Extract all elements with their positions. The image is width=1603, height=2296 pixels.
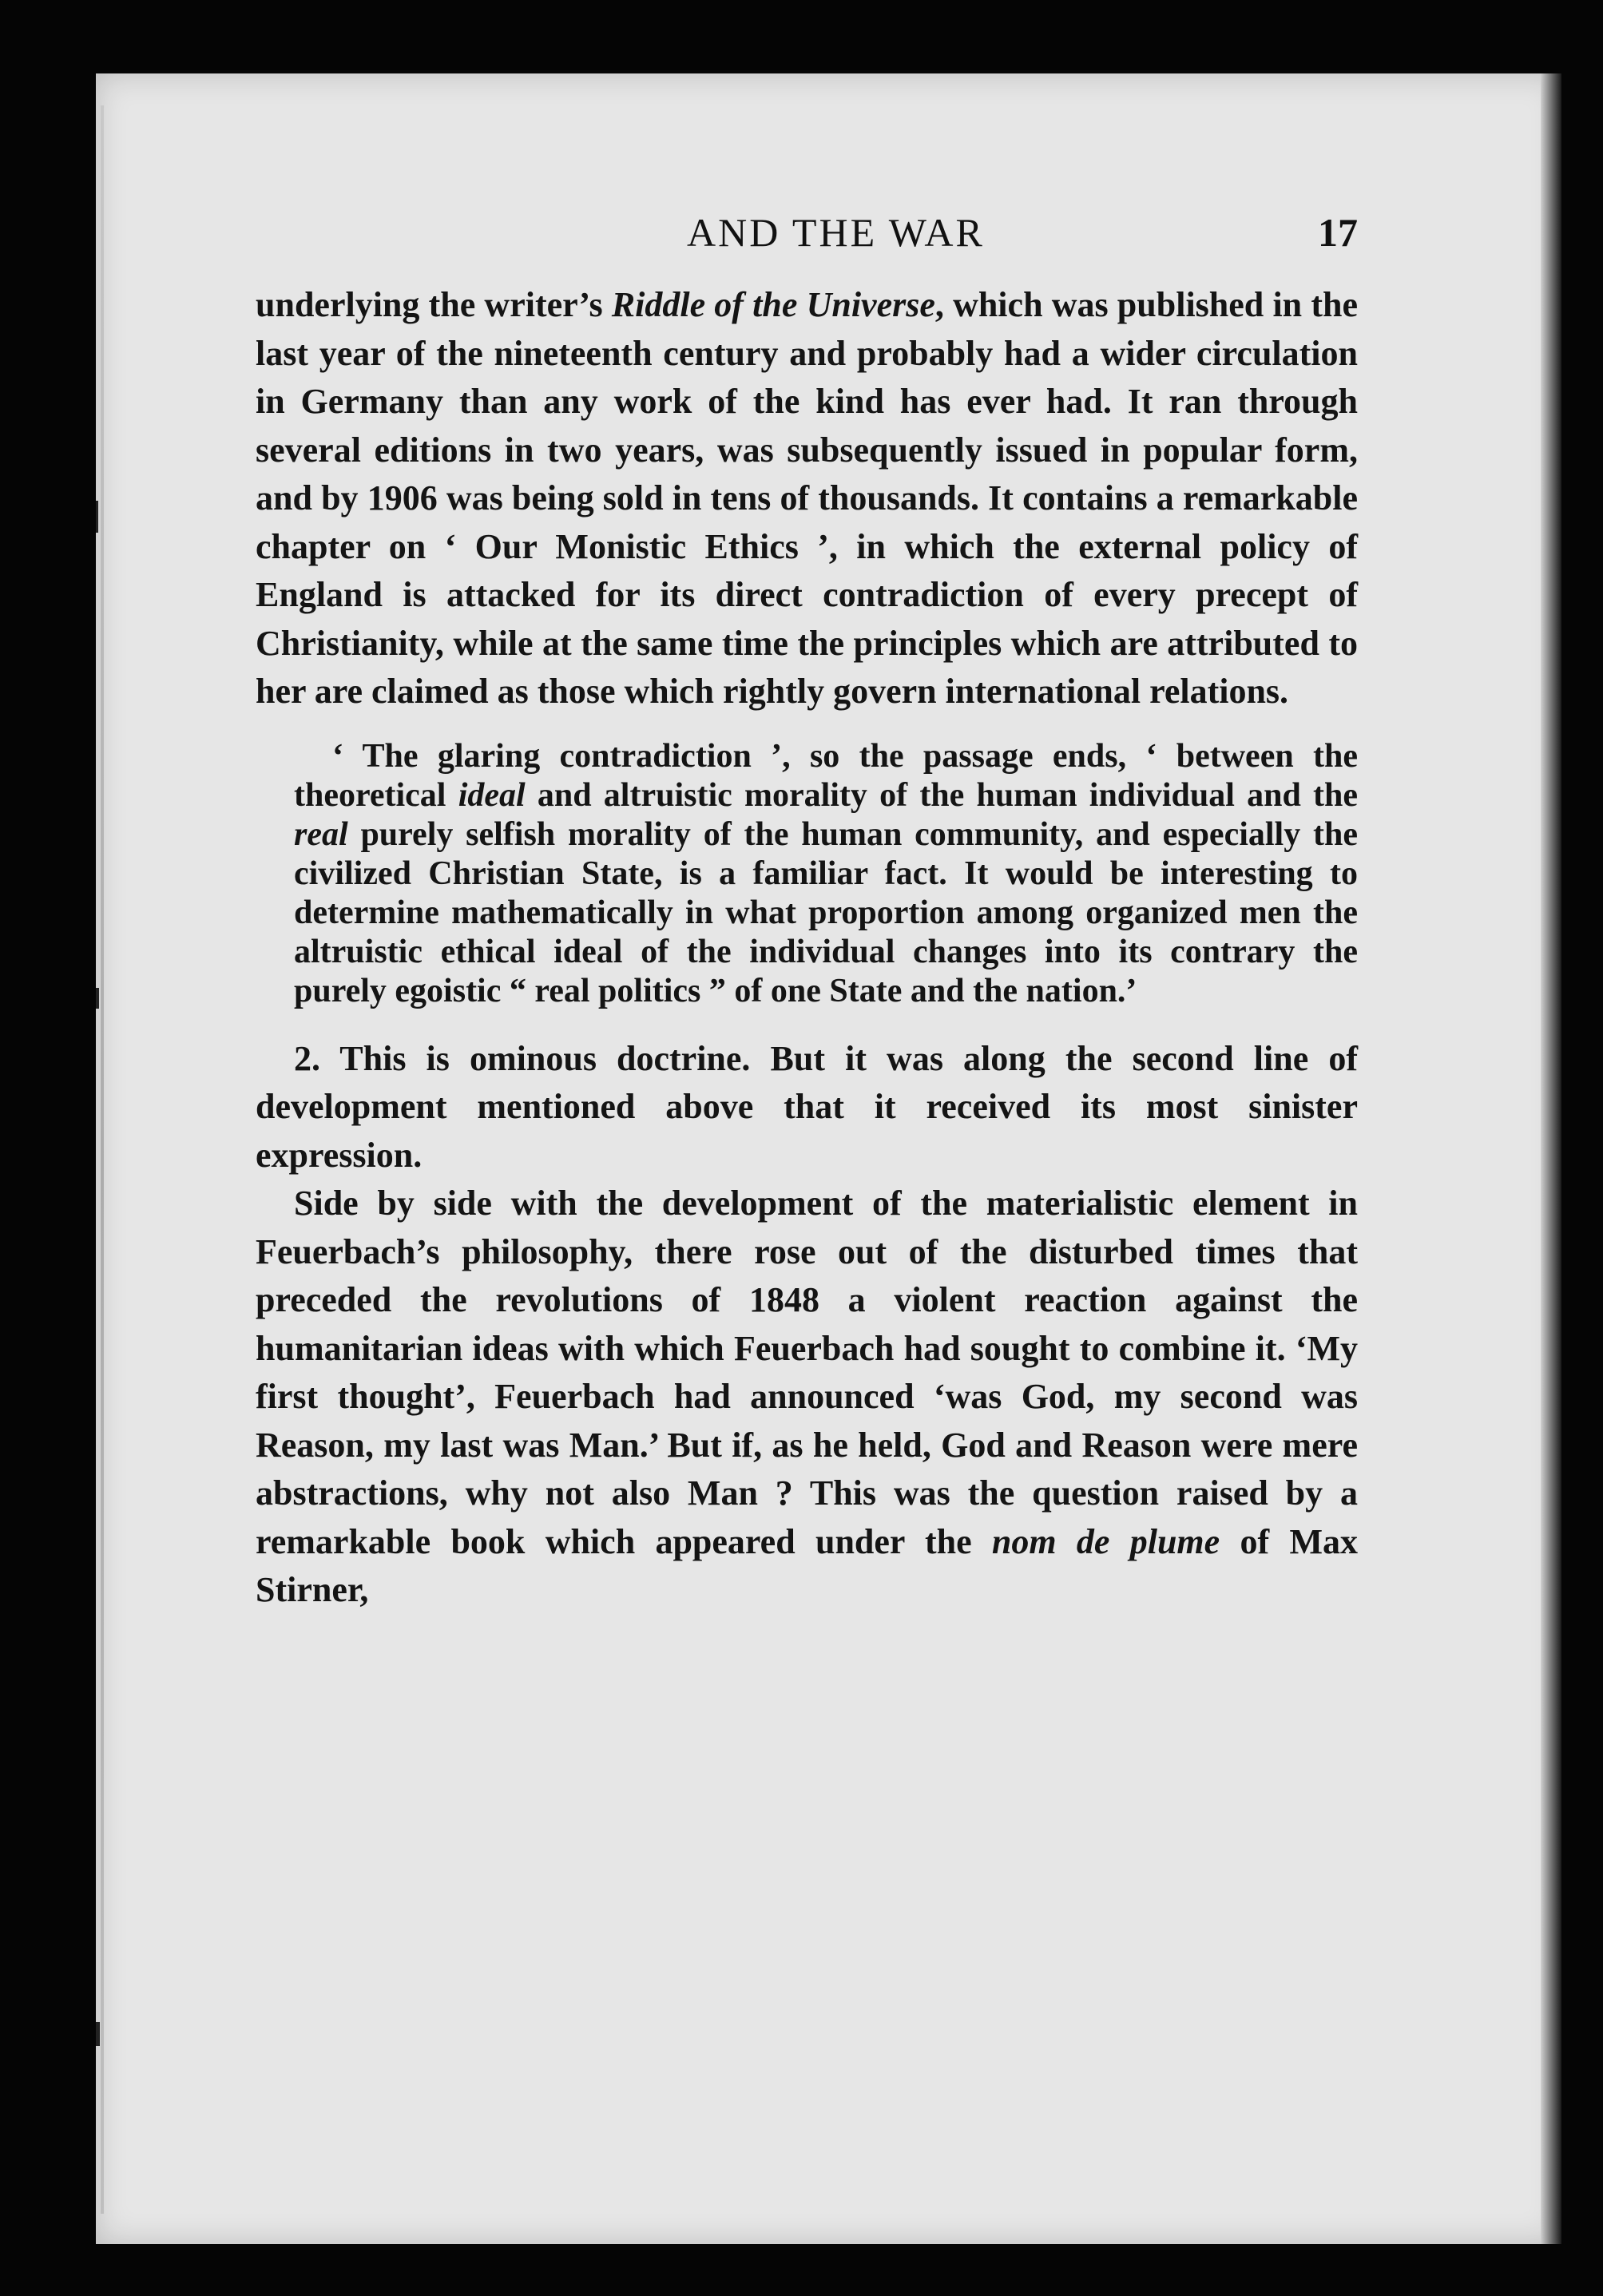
running-head	[256, 209, 1358, 265]
italic-text: real	[294, 815, 348, 853]
text-run: ‘ The glaring contradiction ’, so the passage ends, ‘ between the theoretical	[294, 737, 1358, 814]
italic-text: nom de plume	[991, 1521, 1220, 1561]
page-left-edge	[101, 105, 104, 2214]
paragraph-3	[256, 1180, 1358, 1615]
text-run: of Max Stirner,	[256, 1521, 1358, 1609]
paragraph-1	[256, 281, 1358, 716]
text-run: 2. This is ominous doctrine. But it was along the second line of development mentioned above that it received its most sinister expression.	[256, 1038, 1358, 1175]
margin-mark	[96, 501, 98, 533]
text-run: underlying the writer’s	[256, 285, 612, 324]
margin-mark	[96, 988, 99, 1009]
margin-mark	[96, 2022, 100, 2046]
running-head-title: AND THE WAR	[687, 210, 985, 255]
italic-text: ideal	[458, 776, 526, 814]
text-run: purely selfish morality of the human community, and especially the civilized Christian State, is a familiar fact. It would be interesting to determine mathematically in what proportion among organized men the altruistic ethical ideal of the individual changes into its contrary the purely egoistic “ real politics ” of one State and the nation.’	[294, 815, 1358, 1009]
text-run: Side by side with the development of the materialistic element in Feuerbach’s philosophy, there rose out of the disturbed times that preceded the revolutions of 1848 a violent reaction against the humanitarian ideas with which Feuerbach had sought to combine it. ‘My first thought’, Feuerbach had announced ‘was God, my second was Reason, my last was Man.’ But if, as he held, God and Reason were mere abstractions, why not also Man ? This was the question raised by a remarkable book which appeared under the	[256, 1184, 1358, 1561]
page-number: 17	[1318, 210, 1358, 255]
body-text	[256, 281, 1358, 1615]
italic-text: Riddle of the Universe	[611, 285, 935, 324]
paragraph-2	[256, 1035, 1358, 1180]
block-quote	[294, 737, 1358, 1011]
text-run: , which was published in the last year of the nineteenth century and probably had a wider circulation in Germany than any work of the kind has ever had. It ran through several editions in two years, was subsequently issued in popular form, and by 1906 was being sold in tens of thousands. It contains a remarkable chapter on ‘ Our Monistic Ethics ’, in which the external policy of England is attacked for its direct contradiction of every precept of Christianity, while at the same time the principles which are attributed to her are claimed as those which rightly govern international relations.	[256, 285, 1358, 711]
page-right-edge	[1541, 73, 1561, 2244]
text-run: and altruistic morality of the human individual and the	[525, 776, 1358, 814]
